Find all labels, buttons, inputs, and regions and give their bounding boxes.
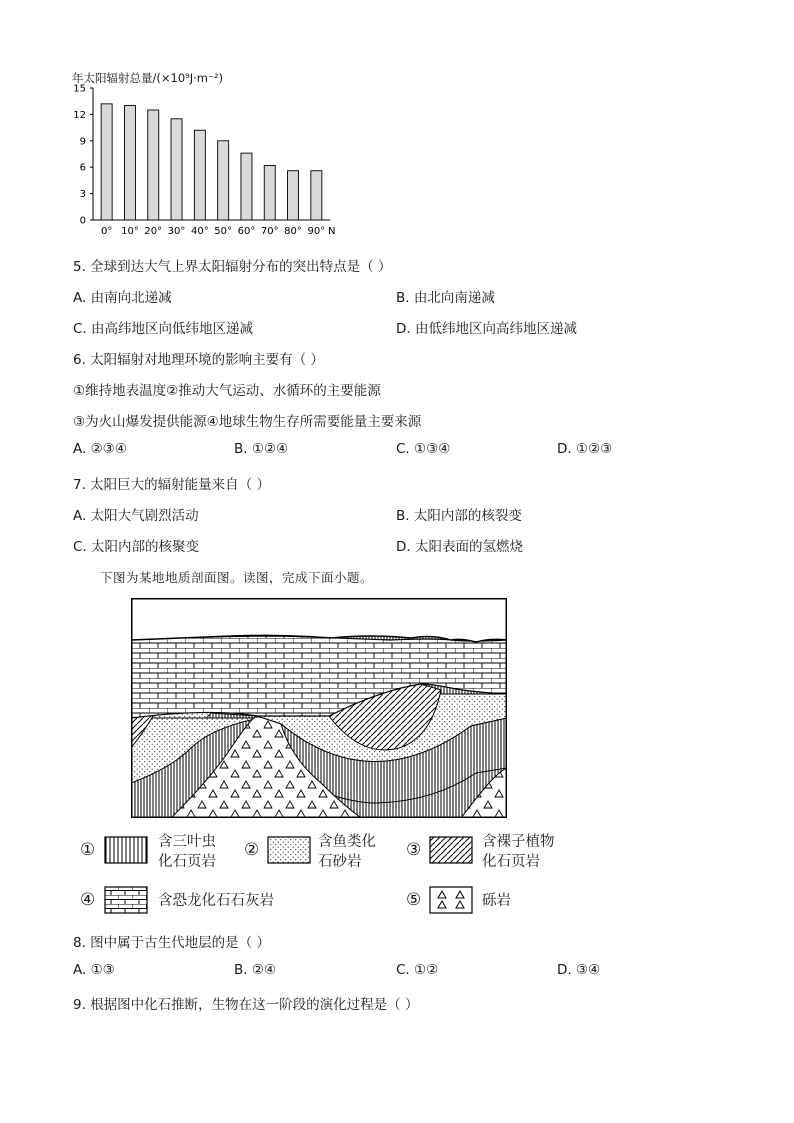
q6-option-c: C. ①③④ xyxy=(396,441,451,457)
bar-1 xyxy=(124,106,135,220)
x-tick-label: 0° xyxy=(100,226,113,237)
bar-7 xyxy=(264,165,275,220)
q6-option-b: B. ①②④ xyxy=(234,441,289,457)
legend-5-number: ⑤ xyxy=(406,890,422,910)
q5-option-d: D. 由低纬地区向高纬地区递减 xyxy=(396,321,577,337)
legend-3-number: ③ xyxy=(406,840,422,860)
x-tick-label: 40° xyxy=(190,226,209,237)
x-axis-suffix: N xyxy=(328,226,336,237)
x-tick-label: 70° xyxy=(260,226,279,237)
geologic-cross-section xyxy=(131,598,507,818)
y-tick-label: 12 xyxy=(73,109,86,121)
question-5-stem: 5. 全球到达大气上界太阳辐射分布的突出特点是（ ） xyxy=(73,259,392,275)
x-tick-label: 60° xyxy=(237,226,256,237)
x-tick-label: 20° xyxy=(144,226,163,237)
y-tick-label: 6 xyxy=(79,162,86,174)
x-tick-label: 30° xyxy=(167,226,186,237)
q7-option-d: D. 太阳表面的氢燃烧 xyxy=(396,539,523,555)
question-6-line-2: ③为火山爆发提供能源④地球生物生存所需要能量主要来源 xyxy=(73,414,422,430)
x-tick-label: 90° xyxy=(307,226,326,237)
bar-0 xyxy=(101,104,112,220)
legend-5-swatch xyxy=(429,886,473,914)
q8-option-a: A. ①③ xyxy=(73,962,115,978)
legend-1-number: ① xyxy=(80,840,96,860)
legend-4-swatch xyxy=(104,886,148,914)
q7-option-a: A. 太阳大气剧烈活动 xyxy=(73,508,199,524)
x-tick-label: 10° xyxy=(121,226,139,237)
q6-option-a: A. ②③④ xyxy=(73,441,127,457)
legend-1-label-2: 化石页岩 xyxy=(158,854,216,870)
q7-option-b: B. 太阳内部的核裂变 xyxy=(396,508,522,524)
x-tick-label: 50° xyxy=(214,226,233,237)
question-9-stem: 9. 根据图中化石推断，生物在这一阶段的演化过程是（ ） xyxy=(73,997,419,1013)
bar-3 xyxy=(171,119,182,220)
q6-option-d: D. ①②③ xyxy=(557,441,613,457)
legend-4-label: 含恐龙化石石灰岩 xyxy=(158,893,274,909)
y-tick-label: 15 xyxy=(73,83,86,95)
x-tick-label: 80° xyxy=(284,226,302,237)
legend-5-label: 砾岩 xyxy=(482,893,511,909)
q8-option-d: D. ③④ xyxy=(557,962,601,978)
legend-3-label-1: 含裸子植物 xyxy=(482,834,555,850)
bar-6 xyxy=(241,153,252,220)
legend-2-number: ② xyxy=(244,840,260,860)
legend-1-label-1: 含三叶虫 xyxy=(158,834,216,850)
legend-1-swatch xyxy=(104,836,148,864)
legend-2-label-2: 石砂岩 xyxy=(318,854,362,870)
y-tick-label: 0 xyxy=(79,215,86,227)
legend-3-label-2: 化石页岩 xyxy=(482,854,540,870)
question-6-stem: 6. 太阳辐射对地理环境的影响主要有（ ） xyxy=(73,352,324,368)
question-7-stem: 7. 太阳巨大的辐射能量来自（ ） xyxy=(73,477,270,493)
bar-chart xyxy=(60,80,350,240)
legend-3-swatch xyxy=(429,836,473,864)
q5-option-a: A. 由南向北递减 xyxy=(73,290,172,306)
question-8-stem: 8. 图中属于古生代地层的是（ ） xyxy=(73,935,270,951)
bar-2 xyxy=(148,110,159,220)
bar-8 xyxy=(288,171,299,220)
bar-4 xyxy=(194,130,205,220)
legend-4-number: ④ xyxy=(80,890,96,910)
bar-9 xyxy=(311,171,322,220)
q7-option-c: C. 太阳内部的核聚变 xyxy=(73,539,200,555)
y-tick-label: 3 xyxy=(79,189,86,201)
bar-5 xyxy=(218,141,229,220)
q5-option-b: B. 由北向南递减 xyxy=(396,290,495,306)
legend-2-label-1: 含鱼类化 xyxy=(318,834,376,850)
figure-intro-text: 下图为某地地质剖面图。读图，完成下面小题。 xyxy=(100,570,374,585)
q5-option-c: C. 由高纬地区向低纬地区递减 xyxy=(73,321,254,337)
chart-y-axis-title: 年太阳辐射总量/(×10⁹J·m⁻²) xyxy=(72,71,224,85)
legend-2-swatch xyxy=(267,836,311,864)
question-6-line-1: ①维持地表温度②推动大气运动、水循环的主要能源 xyxy=(73,383,381,399)
q8-option-c: C. ①② xyxy=(396,962,439,978)
q8-option-b: B. ②④ xyxy=(234,962,277,978)
y-tick-label: 9 xyxy=(79,136,86,148)
